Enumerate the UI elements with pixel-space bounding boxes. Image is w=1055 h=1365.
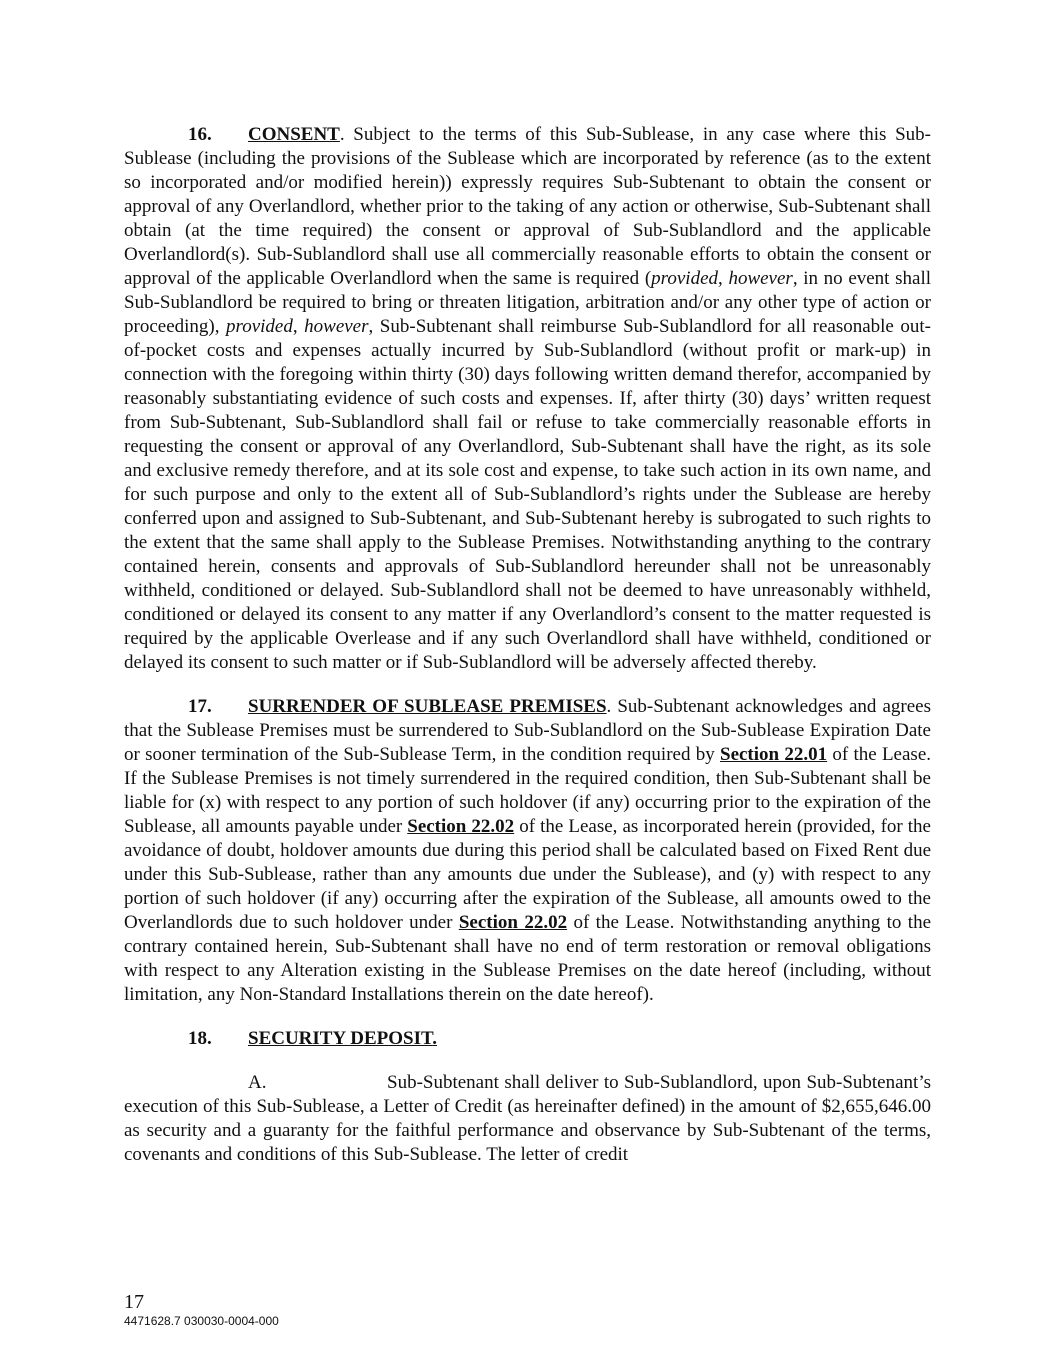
document-page: [124, 123, 931, 1167]
section-17-text-3: of the Lease, as incorporated herein (provided, for the avoidance of doubt, holdover amounts due during this period shall be calculated based on Fixed Rent due under this Sub-Sublease, rather than any amounts due under the Sublease), and (y) with respect to any portion of such holdover (if any) occurring after the expiration of the Sublease, all amounts owed to the Overlandlords due to such holdover under: [124, 816, 931, 933]
section-17-paragraph: [124, 695, 931, 1007]
section-16-italic-3: provided: [226, 316, 293, 337]
section-16-text-2: ,: [718, 268, 729, 289]
section-17-ref-3: Section 22.02: [458, 912, 568, 933]
section-16-text-4: ,: [292, 316, 305, 337]
section-18-number: 18.: [188, 1028, 212, 1049]
subsection-a-text: Sub-Subtenant shall deliver to Sub-Sublandlord, upon Sub-Subtenant’s execution of this Sub-Sublease, a Letter of Credit (as hereinafter defined) in the amount of $2,655,646.00 as security and a guaranty for the faithful performance and observance by Sub-Subtenant of the terms, covenants and conditions of this Sub-Sublease. The letter of credit: [124, 1072, 931, 1165]
section-17-number: 17.: [188, 696, 212, 717]
section-16-paragraph: [124, 123, 931, 675]
section-16-text-3: , in no event shall Sub-Sublandlord be required to bring or threaten litigation, arbitration and/or any other type of action or proceeding),: [124, 268, 932, 337]
section-18-heading: SECURITY DEPOSIT: [248, 1028, 433, 1049]
section-16-italic-4: however: [304, 316, 369, 337]
section-16-italic-1: provided: [651, 268, 719, 289]
section-17-text-4: of the Lease. Notwithstanding anything to the contrary contained herein, Sub-Subtenant shall have no end of term restoration or removal obligations with respect to any Alteration existing in the Sublease Premises on the date hereof (including, without limitation, any Non-Standard Installations therein on the date hereof).: [124, 912, 932, 1005]
document-id: 4471628.7 030030-0004-000: [124, 1314, 279, 1328]
section-17-text-2: of the Lease. If the Sublease Premises is not timely surrendered in the required condition, then Sub-Subtenant shall be liable for (x) with respect to any portion of such holdover (if any) occurring prior to the expiration of the Sublease, all amounts payable under: [124, 744, 932, 837]
section-18-heading-period: .: [432, 1028, 437, 1049]
section-16-number: 16.: [188, 124, 212, 145]
section-18-heading-line: [124, 1027, 931, 1051]
section-17-heading: SURRENDER OF SUBLEASE PREMISES: [248, 696, 607, 717]
section-17-ref-2: Section 22.02: [407, 816, 515, 837]
page-number: 17: [124, 1291, 144, 1313]
subsection-a-label: A.: [248, 1072, 267, 1093]
section-17-text-1: . Sub-Subtenant acknowledges and agrees that the Sublease Premises must be surrendered to Sub-Sublandlord on the Sub-Sublease Expiration Date or sooner termination of the Sub-Sublease Term, in the condition required by: [124, 696, 931, 765]
section-18-subsection-a: [124, 1071, 931, 1167]
section-16-italic-2: however: [728, 268, 793, 289]
section-16-text-1: . Subject to the terms of this Sub-Sublease, in any case where this Sub-Sublease (including the provisions of the Sublease which are incorporated by reference (as to the extent so incorporated and/or modified herein)) expressly requires Sub-Subtenant to obtain the consent or approval of any Overlandlord, whether prior to the taking of any action or otherwise, Sub-Subtenant shall obtain (at the time required) the consent or approval of Sub-Sublandlord and the applicable Overlandlord(s). Sub-Sublandlord shall use all commercially reasonable efforts to obtain the consent or approval of the applicable Overlandlord when the same is required (: [124, 124, 931, 289]
section-17-ref-1: Section 22.01: [720, 744, 828, 765]
section-16-text-5: , Sub-Subtenant shall reimburse Sub-Sublandlord for all reasonable out-of-pocket costs and expenses actually incurred by Sub-Sublandlord (without profit or mark-up) in connection with the foregoing within thirty (30) days following written demand therefor, accompanied by reasonably substantiating evidence of such costs and expenses. If, after thirty (30) days’ written request from Sub-Subtenant, Sub-Sublandlord shall fail or refuse to take commercially reasonable efforts in requesting the consent or approval of any Overlandlord, Sub-Subtenant shall have the right, as its sole and exclusive remedy therefore, and at its sole cost and expense, to take such action in its own name, and for such purpose and only to the extent all of Sub-Sublandlord’s rights under the Sublease are hereby conferred upon and assigned to Sub-Subtenant, and Sub-Subtenant hereby is subrogated to such rights to the extent that the same shall apply to the Sublease Premises. Notwithstanding anything to the contrary contained herein, consents and approvals of Sub-Sublandlord hereunder shall not be unreasonably withheld, conditioned or delayed. Sub-Sublandlord shall not be deemed to have unreasonably withheld, conditioned or delayed its consent to any matter if any Overlandlord’s consent to the matter requested is required by the applicable Overlease and if any such Overlandlord shall have withheld, conditioned or delayed its consent to such matter or if Sub-Sublandlord will be adversely affected thereby.: [124, 316, 931, 673]
section-16-heading: CONSENT: [248, 124, 340, 145]
